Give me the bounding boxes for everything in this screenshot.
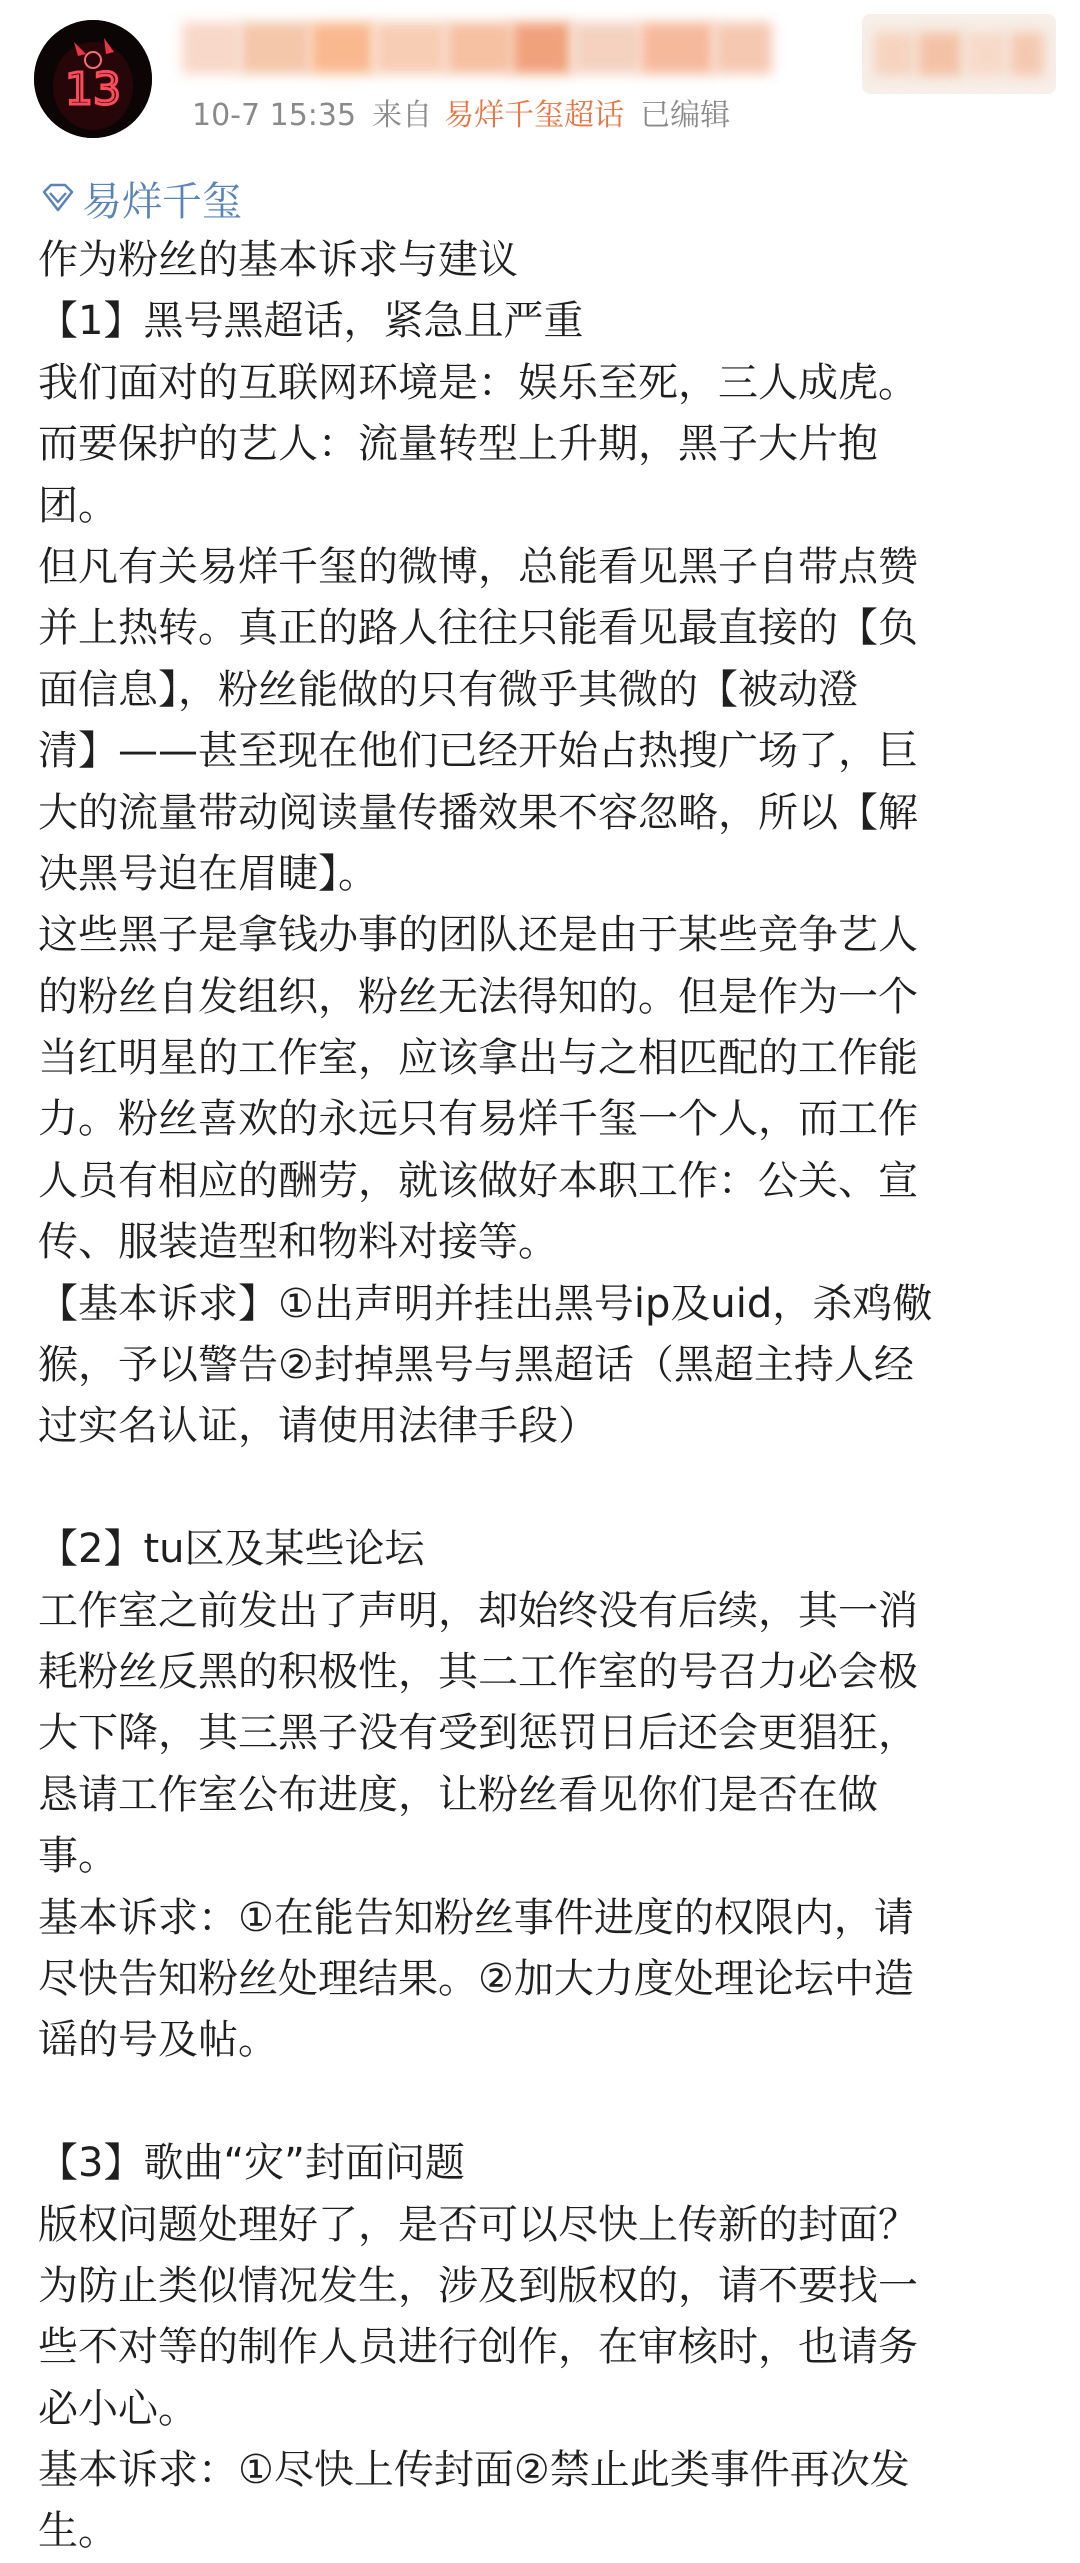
post-text-line: 【1】黑号黑超话，紧急且严重 (38, 298, 584, 345)
post-text-line: 版权问题处理好了，是否可以尽快上传新的封面？ (38, 2201, 918, 2248)
post-text-line: 为防止类似情况发生，涉及到版权的，请不要找一 (38, 2262, 918, 2309)
post-text-line: 【基本诉求】①出声明并挂出黑号ip及uid，杀鸡儆 (38, 1280, 933, 1327)
username-blur-segment (446, 22, 512, 74)
username-blur-segment (640, 22, 714, 74)
post-text-line: 大下降，其三黑子没有受到惩罚日后还会更猖狂， (38, 1710, 918, 1757)
post-text-line: 必小心。 (38, 2385, 198, 2432)
post-meta (192, 96, 730, 136)
post-text-line: 生。 (38, 2508, 118, 2555)
follow-blur-segment (966, 32, 1006, 76)
post-text-line: 作为粉丝的基本诉求与建议 (38, 237, 518, 283)
post-text-line: 传、服装造型和物料对接等。 (38, 1219, 558, 1266)
post-text-line: 谣的号及帖。 (38, 2017, 278, 2064)
post-text-line: 耗粉丝反黑的积极性，其二工作室的号召力必会极 (38, 1648, 918, 1695)
post-text-line: 的粉丝自发组织，粉丝无法得知的。但是作为一个 (38, 973, 918, 1020)
post-text-line: 当红明星的工作室，应该拿出与之相匹配的工作能 (38, 1035, 918, 1082)
post-text-line: 恳请工作室公布进度，让粉丝看见你们是否在做 (38, 1771, 878, 1818)
post-text-line: 清】——甚至现在他们已经开始占热搜广场了，巨 (38, 728, 918, 775)
username-blur-segment (182, 22, 240, 74)
follow-blur-segment (874, 32, 914, 76)
username-blur-segment (240, 22, 310, 74)
username-blur-segment (310, 22, 374, 74)
follow-blur-segment (1010, 32, 1044, 76)
post-timestamp: 10-7 15:35 (192, 98, 357, 133)
post-text-line: 些不对等的制作人员进行创作，在审核时，也请务 (38, 2324, 918, 2371)
post-text-line: 我们面对的互联网环境是：娱乐至死，三人成虎。 (38, 359, 918, 406)
username-blurred[interactable] (182, 22, 772, 74)
post-text-line: 猴，予以警告②封掉黑号与黑超话（黑超主持人经 (38, 1342, 914, 1389)
post-text-line: 这些黑子是拿钱办事的团队还是由于某些竞争艺人 (38, 912, 918, 959)
post-text-line: 基本诉求：①尽快上传封面②禁止此类事件再次发 (38, 2447, 910, 2494)
post-header (0, 0, 1080, 160)
svg-text:13: 13 (65, 64, 121, 115)
post-text-line: 并上热转。真正的路人往往只能看见最直接的【负 (38, 605, 918, 652)
post-text-line: 团。 (38, 482, 118, 529)
post-text-line: 基本诉求：①在能告知粉丝事件进度的权限内，请 (38, 1894, 914, 1941)
post-text-line: 【2】tu区及某些论坛 (38, 1526, 425, 1573)
avatar-image-icon (34, 20, 152, 138)
super-topic-diamond-icon (38, 178, 78, 218)
username-blur-segment (374, 22, 446, 74)
avatar[interactable] (34, 20, 152, 138)
post-text-line: 事。 (38, 1833, 118, 1880)
source-link[interactable]: 易烊千玺超话 (444, 98, 625, 133)
post-text-line: 力。粉丝喜欢的永远只有易烊千玺一个人，而工作 (38, 1096, 918, 1143)
source-prefix: 来自 (372, 98, 433, 133)
post-text-line: 工作室之前发出了声明，却始终没有后续，其一消 (38, 1587, 918, 1634)
username-blur-segment (512, 22, 572, 74)
blank-line (38, 2072, 1048, 2133)
post-text-line: 而要保护的艺人：流量转型上升期，黑子大片抱 (38, 421, 878, 468)
post-text-line: 大的流量带动阅读量传播效果不容忽略，所以【解 (38, 789, 918, 836)
follow-blur-segment (918, 32, 962, 76)
post-text-line: 决黑号迫在眉睫】。 (38, 850, 378, 897)
post-text-line: 但凡有关易烊千玺的微博，总能看见黑子自带点赞 (38, 543, 918, 590)
username-blur-segment (572, 22, 640, 74)
super-topic-label: 易烊千玺 (82, 178, 242, 225)
post-text-line: 面信息】，粉丝能做的只有微乎其微的【被动澄 (38, 666, 858, 713)
follow-button-blurred[interactable] (862, 14, 1056, 94)
post-text-line: 过实名认证，请使用法律手段） (38, 1403, 598, 1450)
username-blur-segment (714, 22, 772, 74)
super-topic-link[interactable] (38, 170, 242, 226)
edited-label: 已编辑 (640, 98, 731, 133)
post-body (38, 230, 1048, 2563)
post-text-line: 【3】歌曲“灾”封面问题 (38, 2140, 465, 2187)
blank-line (38, 1458, 1048, 1519)
post-text-line: 尽快告知粉丝处理结果。②加大力度处理论坛中造 (38, 1955, 914, 2002)
post-text-line: 人员有相应的酬劳，就该做好本职工作：公关、宣 (38, 1157, 918, 1204)
